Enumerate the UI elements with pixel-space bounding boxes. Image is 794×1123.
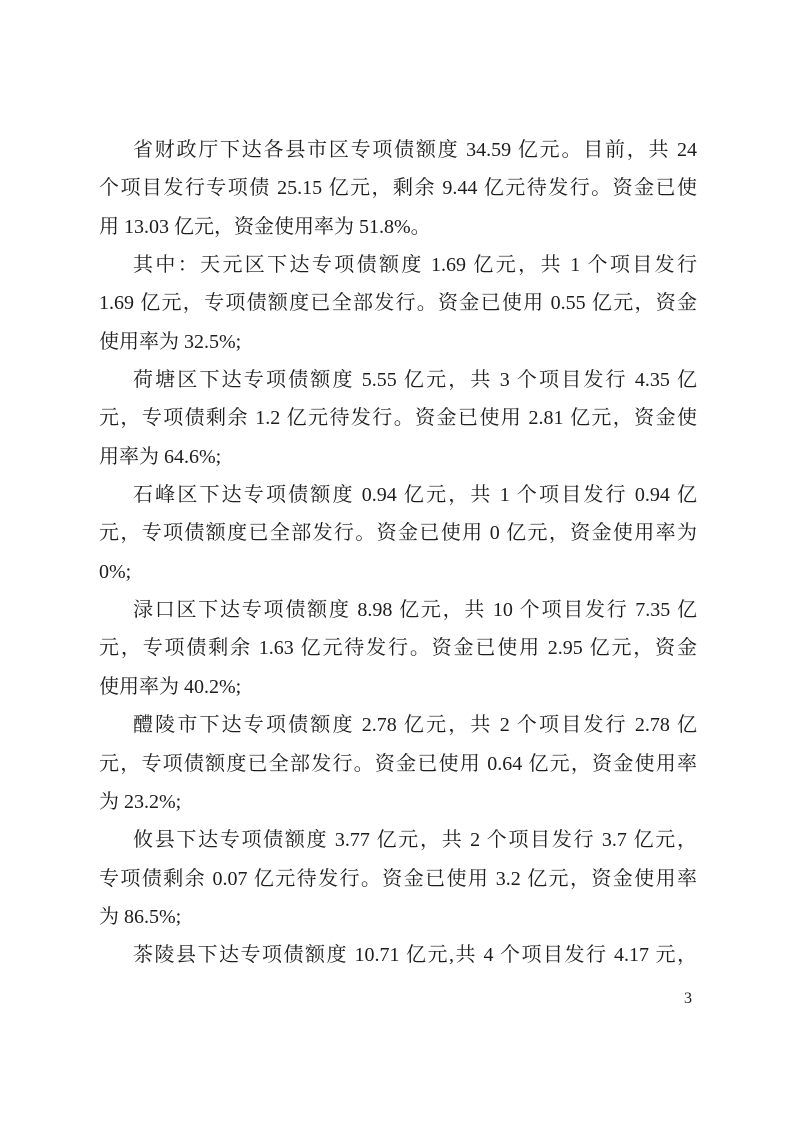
text-line: 元，专项债剩余 1.2 亿元待发行。资金已使用 2.81 亿元，资金使 — [99, 407, 697, 430]
text-line: 为 23.2%; — [99, 790, 182, 813]
text-line: 使用率为 32.5%; — [99, 330, 242, 353]
text-line: 专项债剩余 0.07 亿元待发行。资金已使用 3.2 亿元，资金使用率 — [99, 867, 697, 890]
text-line: 石峰区下达专项债额度 0.94 亿元，共 1 个项目发行 0.94 亿 — [133, 484, 697, 507]
text-line: 省财政厅下达各县市区专项债额度 34.59 亿元。目前，共 24 — [133, 139, 697, 161]
paragraph — [99, 246, 697, 361]
paragraph — [99, 361, 697, 476]
text-line: 攸县下达专项债额度 3.77 亿元，共 2 个项目发行 3.7 亿元， — [133, 829, 697, 852]
text-line: 用率为 64.6%; — [99, 445, 222, 468]
text-line: 渌口区下达专项债额度 8.98 亿元，共 10 个项目发行 7.35 亿 — [133, 599, 697, 622]
text-line: 元，专项债额度已全部发行。资金已使用 0.64 亿元，资金使用率 — [99, 752, 697, 775]
text-line: 荷塘区下达专项债额度 5.55 亿元，共 3 个项目发行 4.35 亿 — [133, 369, 697, 392]
text-line: 元，专项债剩余 1.63 亿元待发行。资金已使用 2.95 亿元，资金 — [99, 637, 697, 660]
text-line: 茶陵县下达专项债额度 10.71 亿元,共 4 个项目发行 4.17 元， — [133, 944, 697, 967]
text-line: 为 86.5%; — [99, 905, 182, 928]
text-line: 个项目发行专项债 25.15 亿元，剩余 9.44 亿元待发行。资金已使 — [99, 177, 697, 200]
paragraph — [99, 131, 697, 246]
text-line: 用 13.03 亿元，资金使用率为 51.8%。 — [99, 215, 431, 238]
text-line: 使用率为 40.2%; — [99, 675, 242, 698]
paragraph — [99, 821, 697, 936]
text-line: 1.69 亿元，专项债额度已全部发行。资金已使用 0.55 亿元，资金 — [99, 292, 697, 315]
text-line: 0%; — [99, 560, 132, 583]
text-line: 元，专项债额度已全部发行。资金已使用 0 亿元，资金使用率为 — [99, 522, 697, 545]
text-line: 醴陵市下达专项债额度 2.78 亿元，共 2 个项目发行 2.78 亿 — [133, 714, 697, 737]
paragraph — [99, 706, 697, 821]
paragraph — [99, 936, 697, 974]
page-number: 3 — [684, 990, 692, 1007]
text-block — [99, 131, 697, 975]
paragraph — [99, 591, 697, 706]
text-line: 其中：天元区下达专项债额度 1.69 亿元，共 1 个项目发行 — [133, 254, 697, 277]
paragraph — [99, 476, 697, 591]
